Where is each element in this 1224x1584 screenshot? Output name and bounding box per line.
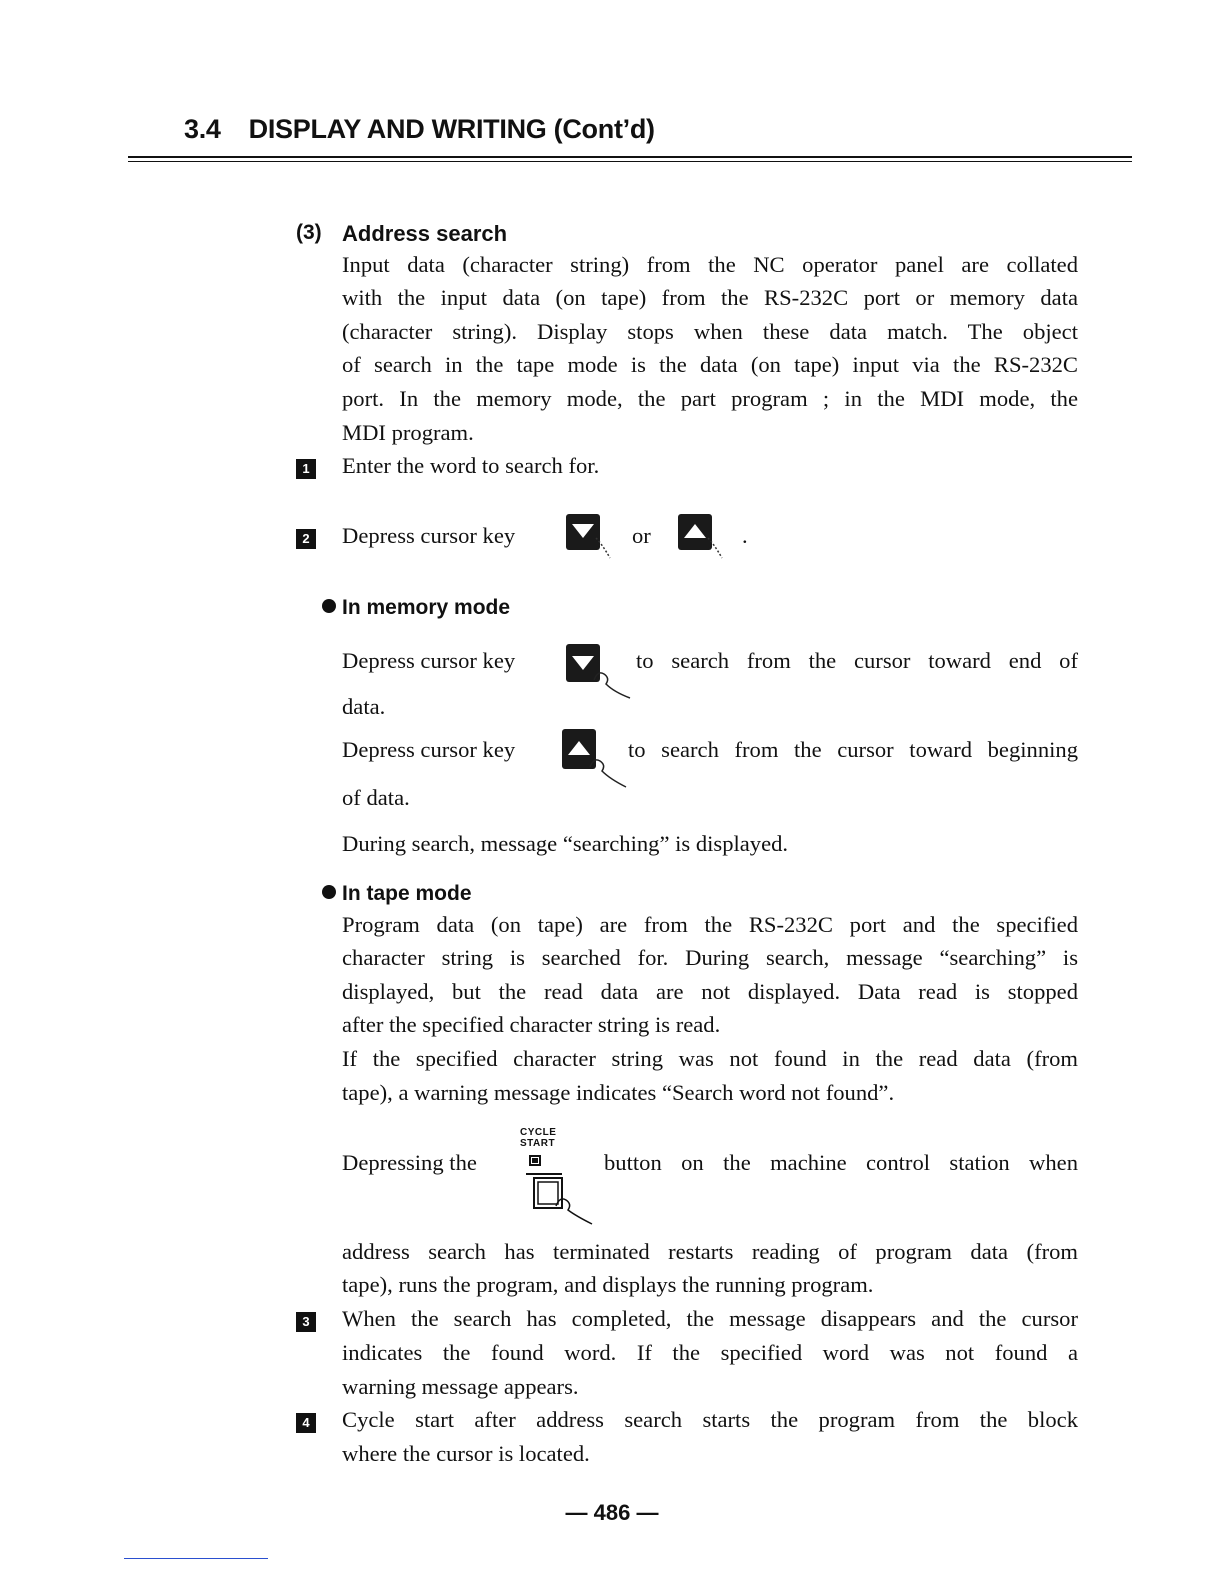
tape-notfound-line: If the specified character string was not found in the read data (from xyxy=(342,1046,1078,1071)
step-2-text: Depress cursor key xyxy=(342,523,516,548)
completion-line: When the search has completed, the message disappears and the cursor xyxy=(342,1306,1078,1331)
bullet-icon xyxy=(322,885,336,899)
step-marker-2: 2 xyxy=(296,529,316,549)
memory-up-cont: of data. xyxy=(342,785,410,810)
cycle-start-label: CYCLE START xyxy=(520,1127,557,1149)
section-number: 3.4 xyxy=(184,114,221,144)
cycle-start-note-line: where the cursor is located. xyxy=(342,1441,590,1466)
tape-para-line: after the specified character string is read. xyxy=(342,1012,721,1037)
intro-line: (character string). Display stops when these data match. The object xyxy=(342,319,1078,344)
cursor-down-key-icon xyxy=(566,644,638,700)
section-title: DISPLAY AND WRITING (Cont’d) xyxy=(248,114,655,144)
cycle-start-note-line: Cycle start after address search starts the program from the block xyxy=(342,1407,1078,1432)
cursor-up-key-icon xyxy=(562,729,634,791)
intro-line: of search in the tape mode is the data (on tape) input via the RS-232C xyxy=(342,352,1078,377)
step-marker-3: 3 xyxy=(296,1312,316,1332)
page-number: — 486 — xyxy=(565,1500,659,1525)
step-marker-4: 4 xyxy=(296,1413,316,1433)
header-rule-bottom xyxy=(128,161,1132,162)
tape-para-line: character string is searched for. During search, message “searching” is xyxy=(342,945,1078,970)
memory-down-suffix: to search from the cursor toward end of xyxy=(636,648,1078,673)
step-1-text: Enter the word to search for. xyxy=(342,453,600,478)
intro-line: Input data (character string) from the NC operator panel are collated xyxy=(342,252,1078,277)
memory-up-suffix: to search from the cursor toward beginning xyxy=(628,737,1078,762)
memory-down-prefix: Depress cursor key xyxy=(342,648,516,673)
cursor-up-key-icon xyxy=(678,514,742,564)
section-heading xyxy=(184,114,655,145)
cursor-down-key-icon xyxy=(566,514,630,564)
cycle-start-cont-line: address search has terminated restarts reading of program data (from xyxy=(342,1239,1078,1264)
cycle-start-cont-line: tape), runs the program, and displays the running program. xyxy=(342,1272,874,1297)
header-rule-top xyxy=(128,156,1132,158)
step-2-or: or xyxy=(632,523,651,548)
tape-mode-heading: In tape mode xyxy=(322,882,472,906)
step-2-end: . xyxy=(742,523,748,548)
step-marker-1: 1 xyxy=(296,459,316,479)
item-title: Address search xyxy=(342,221,508,246)
memory-up-prefix: Depress cursor key xyxy=(342,737,516,762)
intro-line: with the input data (on tape) from the RS-232C port or memory data xyxy=(342,285,1078,310)
tape-para-line: displayed, but the read data are not displayed. Data read is stopped xyxy=(342,979,1078,1004)
item-label: (3) xyxy=(296,221,322,244)
cycle-start-suffix: button on the machine control station when xyxy=(604,1150,1078,1175)
cycle-start-prefix: Depressing the xyxy=(342,1150,477,1175)
completion-line: indicates the found word. If the specified word was not found a xyxy=(342,1340,1078,1365)
memory-mode-heading: In memory mode xyxy=(322,596,510,620)
memory-during-search: During search, message “searching” is displayed. xyxy=(342,831,789,856)
bullet-icon xyxy=(322,599,336,613)
completion-line: warning message appears. xyxy=(342,1374,579,1399)
memory-down-cont: data. xyxy=(342,694,386,719)
tape-para-line: Program data (on tape) are from the RS-232C port and the specified xyxy=(342,912,1078,937)
cycle-start-button-icon xyxy=(526,1154,598,1226)
intro-line: port. In the memory mode, the part program ; in the MDI mode, the xyxy=(342,386,1078,411)
intro-line: MDI program. xyxy=(342,420,474,445)
footer-rule xyxy=(124,1558,268,1559)
tape-notfound-line: tape), a warning message indicates “Search word not found”. xyxy=(342,1080,895,1105)
